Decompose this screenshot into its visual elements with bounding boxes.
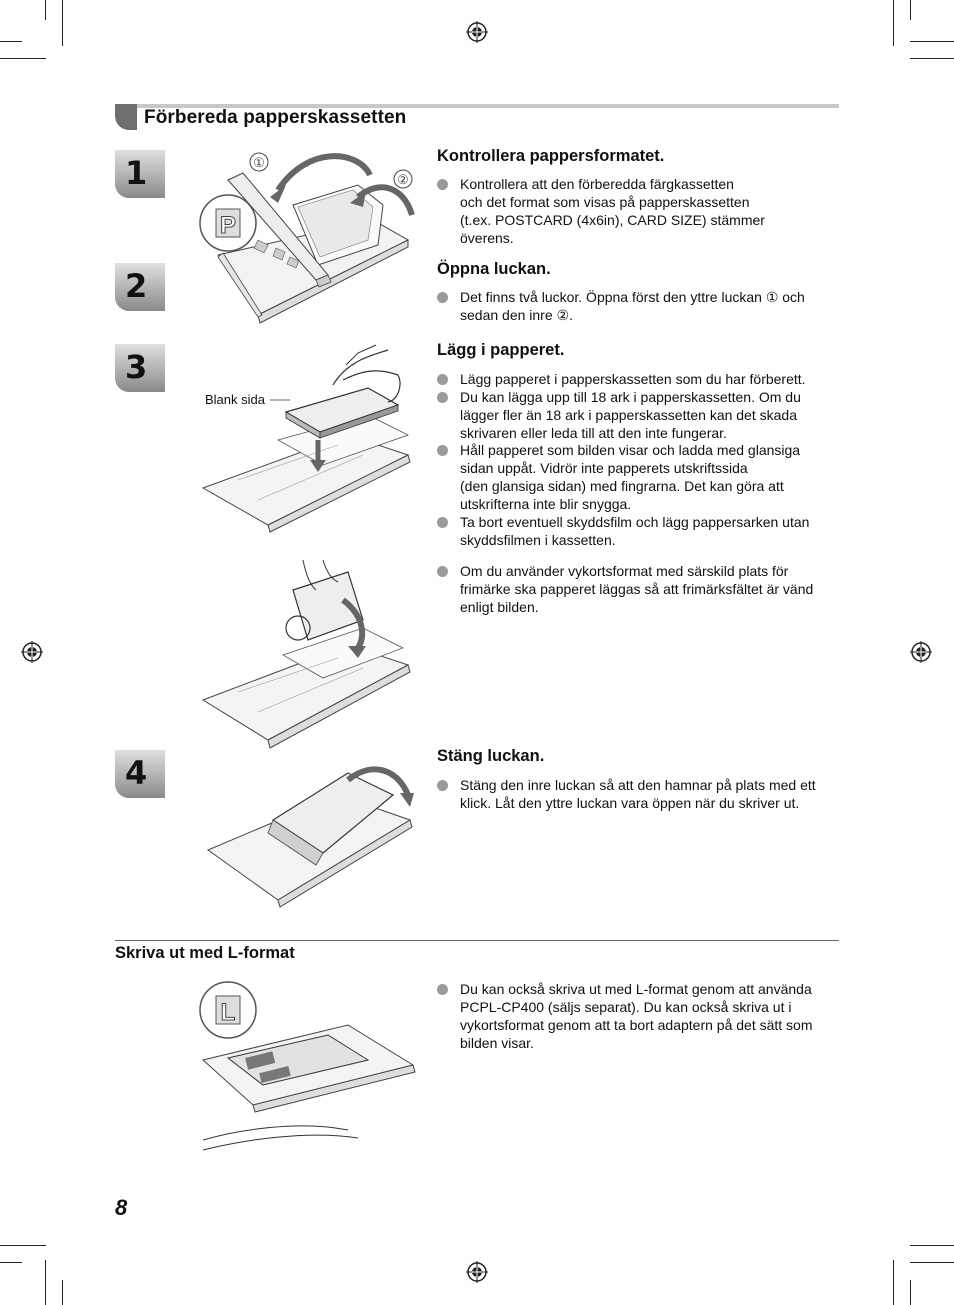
l-format-cassette-illustration	[198, 980, 420, 1155]
bullet-dot-icon	[437, 392, 448, 403]
step-2-heading: Öppna luckan.	[437, 260, 551, 278]
step-badge-3	[115, 344, 165, 392]
registration-mark-icon	[466, 21, 488, 43]
circle-2-label: ②	[397, 172, 409, 187]
subsection-title: Skriva ut med L-format	[115, 944, 295, 962]
bullet-dot-icon	[437, 984, 448, 995]
bullet-dot-icon	[437, 445, 448, 456]
step-4-heading: Stäng luckan.	[437, 747, 545, 765]
step-number: 1	[125, 154, 148, 192]
blank-side-caption: Blank sida	[205, 392, 265, 407]
crop-mark	[62, 1280, 63, 1305]
registration-mark-icon	[910, 641, 932, 663]
crop-mark	[910, 1245, 954, 1246]
crop-mark	[910, 1262, 954, 1263]
crop-mark	[893, 1260, 894, 1305]
step-number: 4	[125, 754, 148, 792]
step-4-bullet: Stäng den inre luckan så att den hamnar på plats med ett klick. Låt den yttre luckan vara öppen när du skriver ut.	[437, 776, 842, 812]
section-tab-marker	[115, 104, 137, 130]
close-lid-illustration	[198, 755, 420, 910]
crop-mark	[62, 0, 63, 46]
circle-1-label: ①	[253, 155, 265, 170]
step-badge-1	[115, 150, 165, 198]
bullet-dot-icon	[437, 517, 448, 528]
crop-mark	[45, 1260, 46, 1305]
bullet-dot-icon	[437, 292, 448, 303]
subsection-bullet: Du kan också skriva ut med L-format genom att använda PCPL-CP400 (säljs separat). Du kan också skriva ut i vykortsformat genom att ta bort adaptern på det sätt som bilden visar.	[437, 980, 842, 1052]
crop-mark	[910, 1280, 911, 1305]
crop-mark	[0, 41, 22, 42]
crop-mark	[910, 58, 954, 59]
step-3-extra-bullet: Om du använder vykortsformat med särskild plats för frimärke ska papperet läggas så att frimärksfältet är vänd enligt bilden.	[437, 562, 842, 616]
step-badge-2	[115, 263, 165, 311]
crop-mark	[0, 1245, 46, 1246]
crop-mark	[0, 1262, 22, 1263]
p-badge-label: P	[219, 212, 237, 239]
step-2-bullet: Det finns två luckor. Öppna först den yttre luckan ① och sedan den inre ②.	[437, 288, 842, 324]
step-badge-4	[115, 750, 165, 798]
step-1-bullet: Kontrollera att den förberedda färgkassetten och det format som visas på papperskassetten (t.ex. POSTCARD (4x6in), CARD SIZE) stämmer överens.	[437, 175, 842, 247]
step-1-heading: Kontrollera pappersformatet.	[437, 147, 665, 165]
step-3-bullet-3: Håll papperet som bilden visar och ladda med glansiga sidan uppåt. Vidrör inte papperets utskriftssida (den glansiga sidan) med fingrarna. Det kan göra att utskrifterna inte blir snygga.	[437, 441, 842, 513]
cassette-open-lids-illustration	[198, 145, 420, 330]
crop-mark	[0, 58, 46, 59]
bullet-dot-icon	[437, 374, 448, 385]
crop-mark	[893, 0, 894, 46]
subsection-rule	[115, 940, 839, 941]
bullet-dot-icon	[437, 780, 448, 791]
registration-mark-icon	[466, 1261, 488, 1283]
step-3-heading: Lägg i papperet.	[437, 341, 565, 359]
crop-mark	[910, 41, 954, 42]
step-3-bullet-4: Ta bort eventuell skyddsfilm och lägg pappersarken utan skyddsfilmen i kassetten.	[437, 513, 842, 549]
step-3-bullet-1: Lägg papperet i papperskassetten som du har förberett.	[437, 370, 842, 388]
crop-mark	[910, 0, 911, 20]
load-paper-illustration	[198, 340, 420, 535]
step-number: 2	[125, 267, 148, 305]
crop-mark	[45, 0, 46, 20]
bullet-dot-icon	[437, 566, 448, 577]
page-number: 8	[115, 1195, 128, 1220]
step-3-bullet-2: Du kan lägga upp till 18 ark i papperskassetten. Om du lägger fler än 18 ark i papperskassetten kan det skada skrivaren eller leda till att den inte fungerar.	[437, 388, 842, 442]
section-title: Förbereda papperskassetten	[144, 107, 407, 128]
l-badge-label: L	[220, 999, 236, 1026]
registration-mark-icon	[21, 641, 43, 663]
postcard-stamp-illustration	[198, 560, 420, 750]
bullet-dot-icon	[437, 179, 448, 190]
step-number: 3	[125, 348, 148, 386]
